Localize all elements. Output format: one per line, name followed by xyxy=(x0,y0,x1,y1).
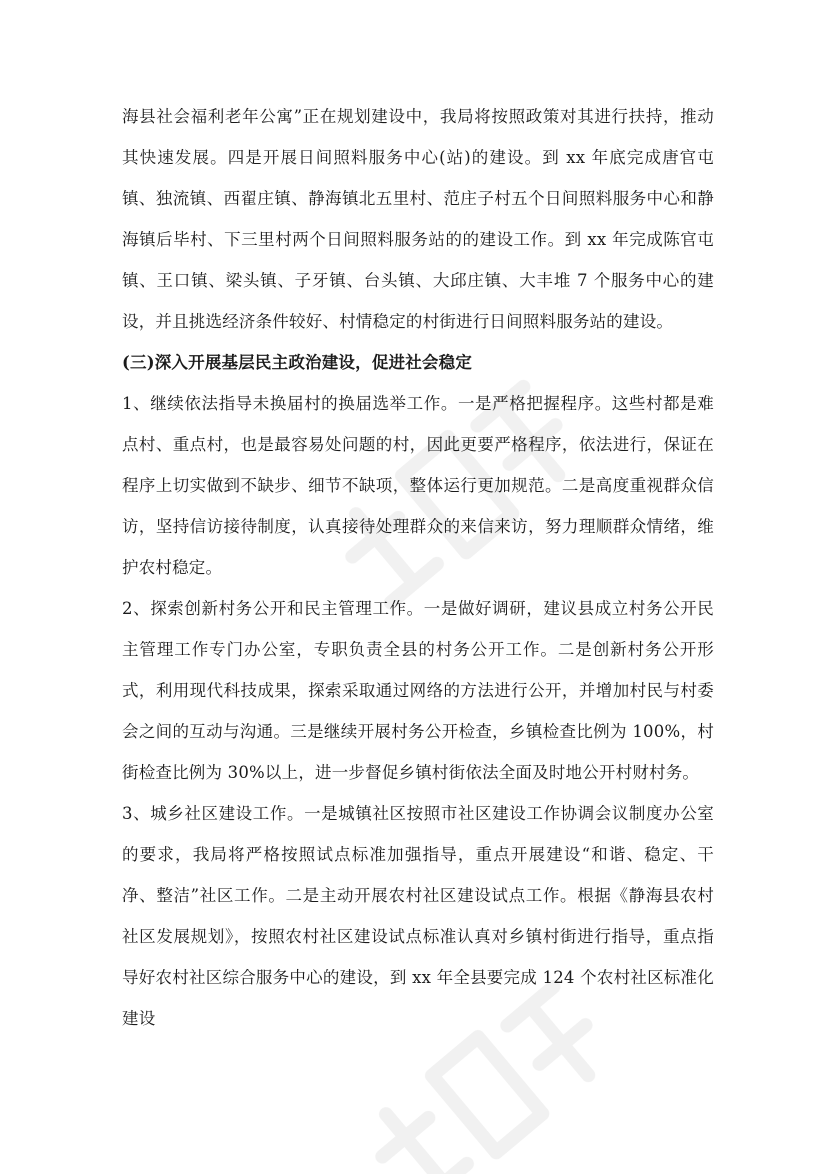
section-heading-grassroots-democracy: (三)深入开展基层民主政治建设，促进社会稳定 xyxy=(122,353,473,372)
paragraph-elderly-care: 海县社会福利老年公寓”正在规划建设中，我局将按照政策对其进行扶持，推动其快速发展。四是开展日间照料服务中心(站)的建设。到 xx 年底完成唐官屯镇、独流镇、西翟庄镇、静海镇北五里村、范庄子村五个日间照料服务中心和静海镇后毕村、下三里村两个日间照料服务站的的建设工作。到 xx 年完成陈官屯镇、王口镇、梁头镇、子牙镇、台头镇、大邱庄镇、大丰堆 7 个服务中心的建设，并且挑选经济条件较好、村情稳定的村街进行日间照料服务站的建设。 xyxy=(122,107,714,331)
paragraph-election-guidance: 1、继续依法指导未换届村的换届选举工作。一是严格把握程序。这些村都是难点村、重点村，也是最容易处问题的村，因此更要严格程序，依法进行，保证在程序上切实做到不缺步、细节不缺项，整体运行更加规范。二是高度重视群众信访，坚持信访接待制度，认真接待处理群众的来信来访，努力理顺群众情绪，维护农村稳定。 xyxy=(122,394,714,577)
paragraph-village-affairs: 2、探索创新村务公开和民主管理工作。一是做好调研，建议县成立村务公开民主管理工作专门办公室，专职负责全县的村务公开工作。二是创新村务公开形式，利用现代科技成果，探索采取通过网络的方法进行公开，并增加村民与村委会之间的互动与沟通。三是继续开展村务公开检查，乡镇检查比例为 100%，村街检查比例为 30%以上，进一步督促乡镇村街依法全面及时地公开村财村务。 xyxy=(122,599,714,782)
document-body xyxy=(122,96,714,1039)
paragraph-community-building: 3、城乡社区建设工作。一是城镇社区按照市社区建设工作协调会议制度办公室的要求，我局将严格按照试点标准加强指导，重点开展建设“和谐、稳定、干净、整洁”社区工作。二是主动开展农村社区建设试点工作。根据《静海县农村社区发展规划》，按照农村社区建设试点标准认真对乡镇村街进行指导，重点指导好农村社区综合服务中心的建设，到 xx 年全县要完成 124 个农村社区标准化建设 xyxy=(122,804,714,1028)
